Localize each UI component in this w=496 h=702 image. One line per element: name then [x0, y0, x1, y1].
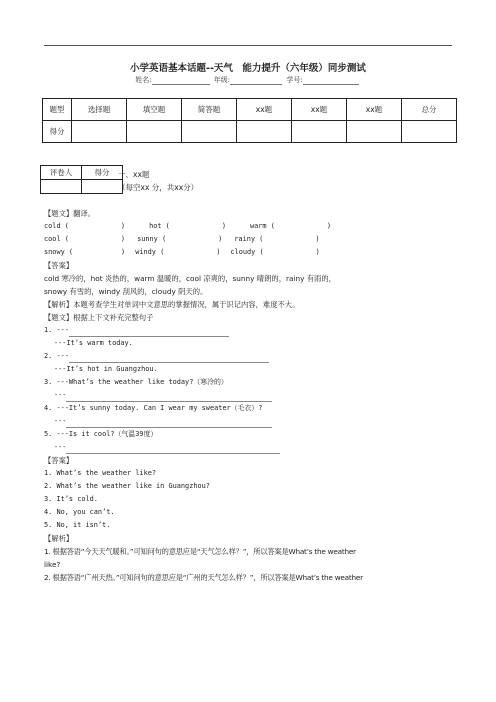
q2-stem: 【题文】根据上下文补充完整句子 [44, 313, 154, 322]
score-header-cell: 简答题 [182, 99, 237, 121]
grader-cell[interactable] [41, 180, 82, 194]
name-label: 姓名: [135, 76, 152, 84]
score-cell[interactable] [72, 121, 127, 143]
q2-item [44, 415, 459, 428]
q2-item-prompt: 3. ---What’s the weather like today?（寒冷的） [44, 378, 228, 386]
q2-item-reply: --- [54, 417, 67, 425]
number-label: 学号: [286, 76, 303, 84]
answer-blank[interactable] [66, 418, 272, 428]
paren-close: ) [121, 248, 126, 256]
q1-analysis: 【解析】本题考查学生对单词中文意思的掌握情况，属于识记内容，难度不大。 [44, 300, 300, 309]
grader-label: 评卷人 [41, 166, 82, 180]
document-body [44, 207, 459, 584]
answer-blank[interactable] [69, 327, 229, 337]
q1-row [44, 246, 459, 259]
paren-close: ) [221, 222, 226, 230]
q1-stem: 【题文】翻译。 [44, 209, 96, 218]
q2-answer: 5. No, it isn’t. [44, 521, 111, 529]
score-cell[interactable] [182, 121, 237, 143]
paren-close: ) [326, 222, 332, 230]
vocab-hot: hot ( [149, 222, 170, 230]
q2-analysis-label: 【解析】 [44, 534, 74, 543]
paren-close: ) [120, 235, 126, 243]
score-header-cell: xx题 [347, 99, 402, 121]
q2-item [44, 350, 459, 363]
q1-row [44, 220, 459, 233]
score-header-row [43, 99, 457, 121]
section-heading [118, 168, 198, 194]
paren-close: ) [315, 248, 320, 256]
answer-blank[interactable] [66, 444, 280, 454]
score-header-cell: xx题 [292, 99, 347, 121]
score-row-label: 得分 [43, 121, 72, 143]
answer-blank[interactable] [66, 392, 272, 402]
q1-row [44, 233, 459, 246]
grade-blank[interactable] [230, 76, 282, 85]
paren-close: ) [218, 235, 223, 243]
q2-analysis-line: like? [44, 560, 61, 569]
vocab-rainy: rainy ( [234, 235, 264, 243]
student-info-line [0, 75, 496, 85]
score-cell[interactable] [237, 121, 292, 143]
score-table [42, 98, 457, 143]
grader-score-label: 得分 [82, 166, 123, 180]
q2-analysis-line: 2. 根据答语“广州天热。”可知问句的意思应是“广州的天气怎么样？”，所以答案是What’s the weather [44, 573, 363, 582]
q1-answer-line: snowy 有雪的，windy 刮风的，cloudy 阴天的。 [44, 287, 208, 296]
q2-answer: 1. What’s the weather like? [44, 469, 157, 477]
q2-item-reply: ---It’s hot in Guangzhou. [54, 365, 158, 373]
top-rule [44, 45, 452, 46]
q2-item-reply: ---It’s warm today. [54, 339, 133, 347]
score-cell[interactable] [292, 121, 347, 143]
q2-item-reply: --- [54, 443, 67, 451]
vocab-snowy: snowy ( [44, 248, 74, 256]
q2-answer: 4. No, you can’t. [44, 508, 115, 516]
vocab-warm: warm ( [249, 222, 275, 230]
score-header-cell: xx题 [237, 99, 292, 121]
q2-analysis-line: 1. 根据答语“今天天气暖和。”可知问句的意思应是“天气怎么样？”，所以答案是What’s the weather [44, 547, 356, 556]
score-header-cell: 选择题 [72, 99, 127, 121]
grader-score-cell[interactable] [82, 180, 123, 194]
q2-item-reply: --- [54, 391, 67, 399]
q2-item [44, 324, 459, 337]
vocab-cloudy: cloudy ( [230, 248, 264, 256]
score-value-row [43, 121, 457, 143]
q2-item [44, 441, 459, 454]
grade-label: 年级: [213, 76, 231, 84]
paren-close: ) [216, 248, 221, 256]
vocab-windy: windy ( [135, 248, 165, 256]
score-header-cell: 题型 [43, 99, 72, 121]
paren-close: ) [315, 235, 320, 243]
section-title: 一、xx题 [118, 170, 150, 179]
q2-item [44, 389, 459, 402]
score-cell[interactable] [402, 121, 457, 143]
score-header-cell: 总分 [402, 99, 457, 121]
score-cell[interactable] [127, 121, 182, 143]
q2-answer: 2. What’s the weather like in Guangzhou? [44, 482, 210, 490]
q2-item-prompt: 5. ---Is it cool?（气温39度） [44, 430, 158, 438]
page-title: 小学英语基本话题--天气 能力提升（六年级）同步测试 [130, 63, 366, 74]
vocab-sunny: sunny ( [137, 235, 167, 243]
grader-table [40, 165, 123, 194]
q1-answer-label: 【答案】 [44, 261, 74, 270]
number-blank[interactable] [303, 76, 359, 85]
q1-answer-line: cold 寒冷的，hot 炎热的，warm 温暖的，cool 凉爽的，sunny 晴朗的，rainy 有雨的， [44, 274, 336, 283]
vocab-cold: cold ( [44, 222, 69, 230]
q2-answer: 3. It’s cold. [44, 495, 98, 503]
score-header-cell: 填空题 [127, 99, 182, 121]
section-note: （每空xx 分，共xx分） [118, 183, 199, 192]
name-blank[interactable] [152, 76, 210, 85]
score-cell[interactable] [347, 121, 402, 143]
q2-answer-label: 【答案】 [44, 456, 74, 465]
vocab-cool: cool ( [44, 235, 69, 243]
q2-item-prompt: 2. --- [44, 352, 69, 360]
paren-close: ) [120, 222, 126, 230]
answer-blank[interactable] [69, 353, 269, 363]
q2-item-prompt: 4. ---It’s sunny today. Can I wear my sweater（毛衣）? [44, 404, 263, 412]
q2-item-prompt: 1. --- [44, 326, 69, 334]
